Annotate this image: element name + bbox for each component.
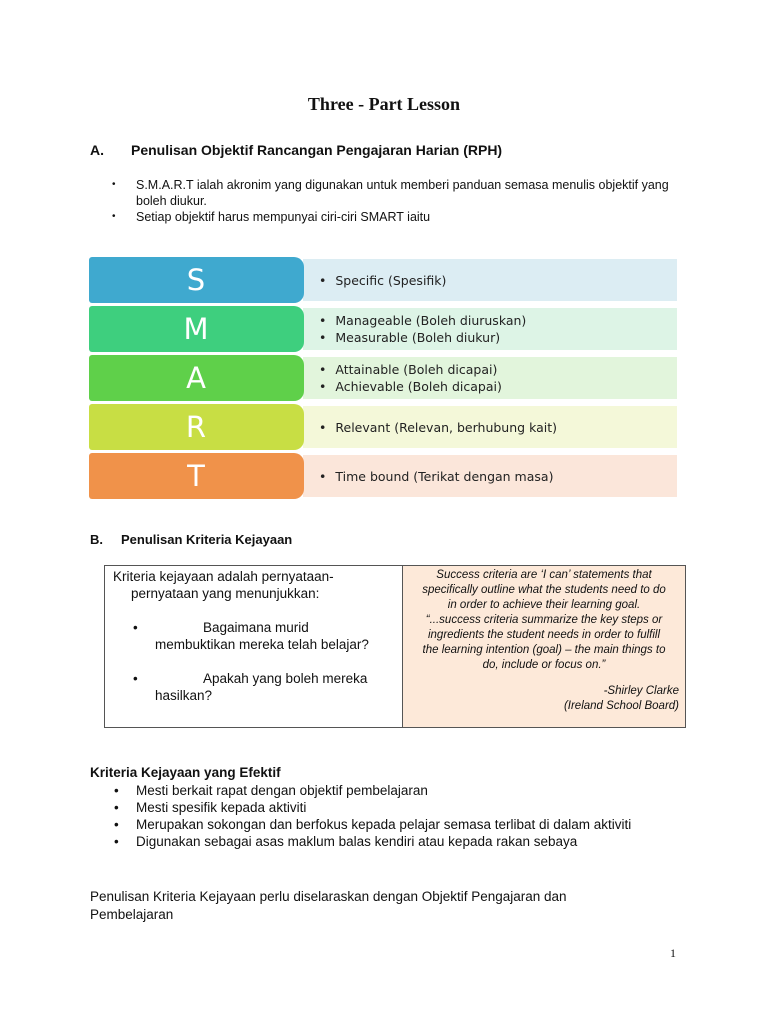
smart-letter: T: [89, 453, 304, 499]
quote-line: Success criteria are ‘I can’ statements that: [436, 569, 652, 581]
quote-line: ingredients the student needs in order to fulfill: [427, 629, 661, 641]
bullet-icon: •: [112, 179, 116, 190]
list-item: [114, 816, 654, 833]
smart-row-m: [89, 306, 677, 352]
section-a-title: Penulisan Objektif Rancangan Pengajaran Harian (RPH): [131, 142, 503, 158]
list-item-text: S.M.A.R.T ialah akronim yang digunakan untuk memberi panduan semasa menulis objektif yang boleh diukur.: [136, 178, 669, 208]
list-item-text: Bagaimana murid: [203, 620, 309, 635]
list-item: [112, 177, 672, 209]
section-b-title: Penulisan Kriteria Kejayaan: [121, 532, 293, 547]
smart-description: [303, 357, 677, 399]
list-item: [112, 209, 672, 225]
quote-line: the learning intention (goal) – the main things to: [422, 644, 666, 656]
list-item-text: Mesti spesifik kepada aktiviti: [136, 800, 307, 815]
smart-letter: A: [89, 355, 304, 401]
page-number: 1: [670, 946, 676, 960]
quote-line: in order to achieve their learning goal.: [447, 599, 641, 611]
smart-item: • Specific (Spesifik): [319, 272, 677, 289]
smart-item: • Relevant (Relevan, berhubung kait): [319, 419, 677, 436]
section-b-heading: [90, 532, 292, 547]
list-item-text: Setiap objektif harus mempunyai ciri-ciri SMART iaitu: [136, 210, 431, 224]
success-criteria-table: [104, 565, 686, 728]
bullet-icon: •: [114, 834, 119, 849]
smart-graphic: [89, 257, 677, 499]
quote-line: do, include or focus on.”: [482, 659, 606, 671]
list-item-text: Apakah yang boleh mereka: [203, 671, 368, 686]
quote-line: specifically outline what the students need to do: [422, 584, 666, 596]
smart-item: • Achievable (Boleh dicapai): [319, 378, 677, 395]
bullet-icon: •: [114, 783, 119, 798]
list-item: [114, 799, 654, 816]
list-item: [114, 782, 654, 799]
section-c-heading: Kriteria Kejayaan yang Efektif: [90, 765, 281, 780]
table-cell-left: [105, 566, 403, 727]
table-cell-quote: [403, 566, 685, 727]
smart-row-a: [89, 355, 677, 401]
quote-line: “...success criteria summarize the key steps or: [425, 614, 663, 626]
quote-attribution: -Shirley Clarke: [603, 685, 679, 697]
list-item-text: Merupakan sokongan dan berfokus kepada pelajar semasa terlibat di dalam aktiviti: [136, 817, 632, 832]
section-c-bullets: [114, 782, 654, 850]
smart-letter: R: [89, 404, 304, 450]
document-title: Three - Part Lesson: [307, 94, 461, 114]
section-b-marker: B.: [90, 532, 103, 547]
bullet-icon: •: [133, 671, 138, 686]
list-item-text: membuktikan mereka telah belajar?: [155, 637, 369, 652]
smart-item: • Manageable (Boleh diuruskan): [319, 312, 677, 329]
bullet-icon: •: [114, 817, 119, 832]
closing-paragraph: Penulisan Kriteria Kejayaan perlu diselaraskan dengan Objektif Pengajaran dan Pembelajaran: [90, 889, 567, 922]
list-item-text: hasilkan?: [155, 688, 213, 703]
bullet-icon: •: [114, 800, 119, 815]
section-a-marker: A.: [90, 142, 104, 158]
smart-item: • Time bound (Terikat dengan masa): [319, 468, 677, 485]
smart-item: • Measurable (Boleh diukur): [319, 329, 677, 346]
smart-description: [303, 308, 677, 350]
section-a-heading: [90, 142, 502, 158]
list-item: [113, 670, 394, 704]
smart-description: [303, 455, 677, 497]
quote-attribution-org: (Ireland School Board): [563, 700, 679, 712]
smart-letter: M: [89, 306, 304, 352]
section-a-bullets: [112, 177, 672, 225]
smart-row-s: [89, 257, 677, 303]
list-item: [114, 833, 654, 850]
smart-letter: S: [89, 257, 304, 303]
smart-row-t: [89, 453, 677, 499]
smart-item: • Attainable (Boleh dicapai): [319, 361, 677, 378]
list-item: [113, 619, 394, 653]
table-intro-line: Kriteria kejayaan adalah pernyataan-: [113, 569, 334, 584]
smart-row-r: [89, 404, 677, 450]
smart-description: [303, 259, 677, 301]
bullet-icon: •: [112, 211, 116, 222]
list-item-text: Mesti berkait rapat dengan objektif pembelajaran: [136, 783, 428, 798]
bullet-icon: •: [133, 620, 138, 635]
table-intro-line: pernyataan yang menunjukkan:: [131, 586, 320, 601]
list-item-text: Digunakan sebagai asas maklum balas kendiri atau kepada rakan sebaya: [136, 834, 578, 849]
smart-description: [303, 406, 677, 448]
